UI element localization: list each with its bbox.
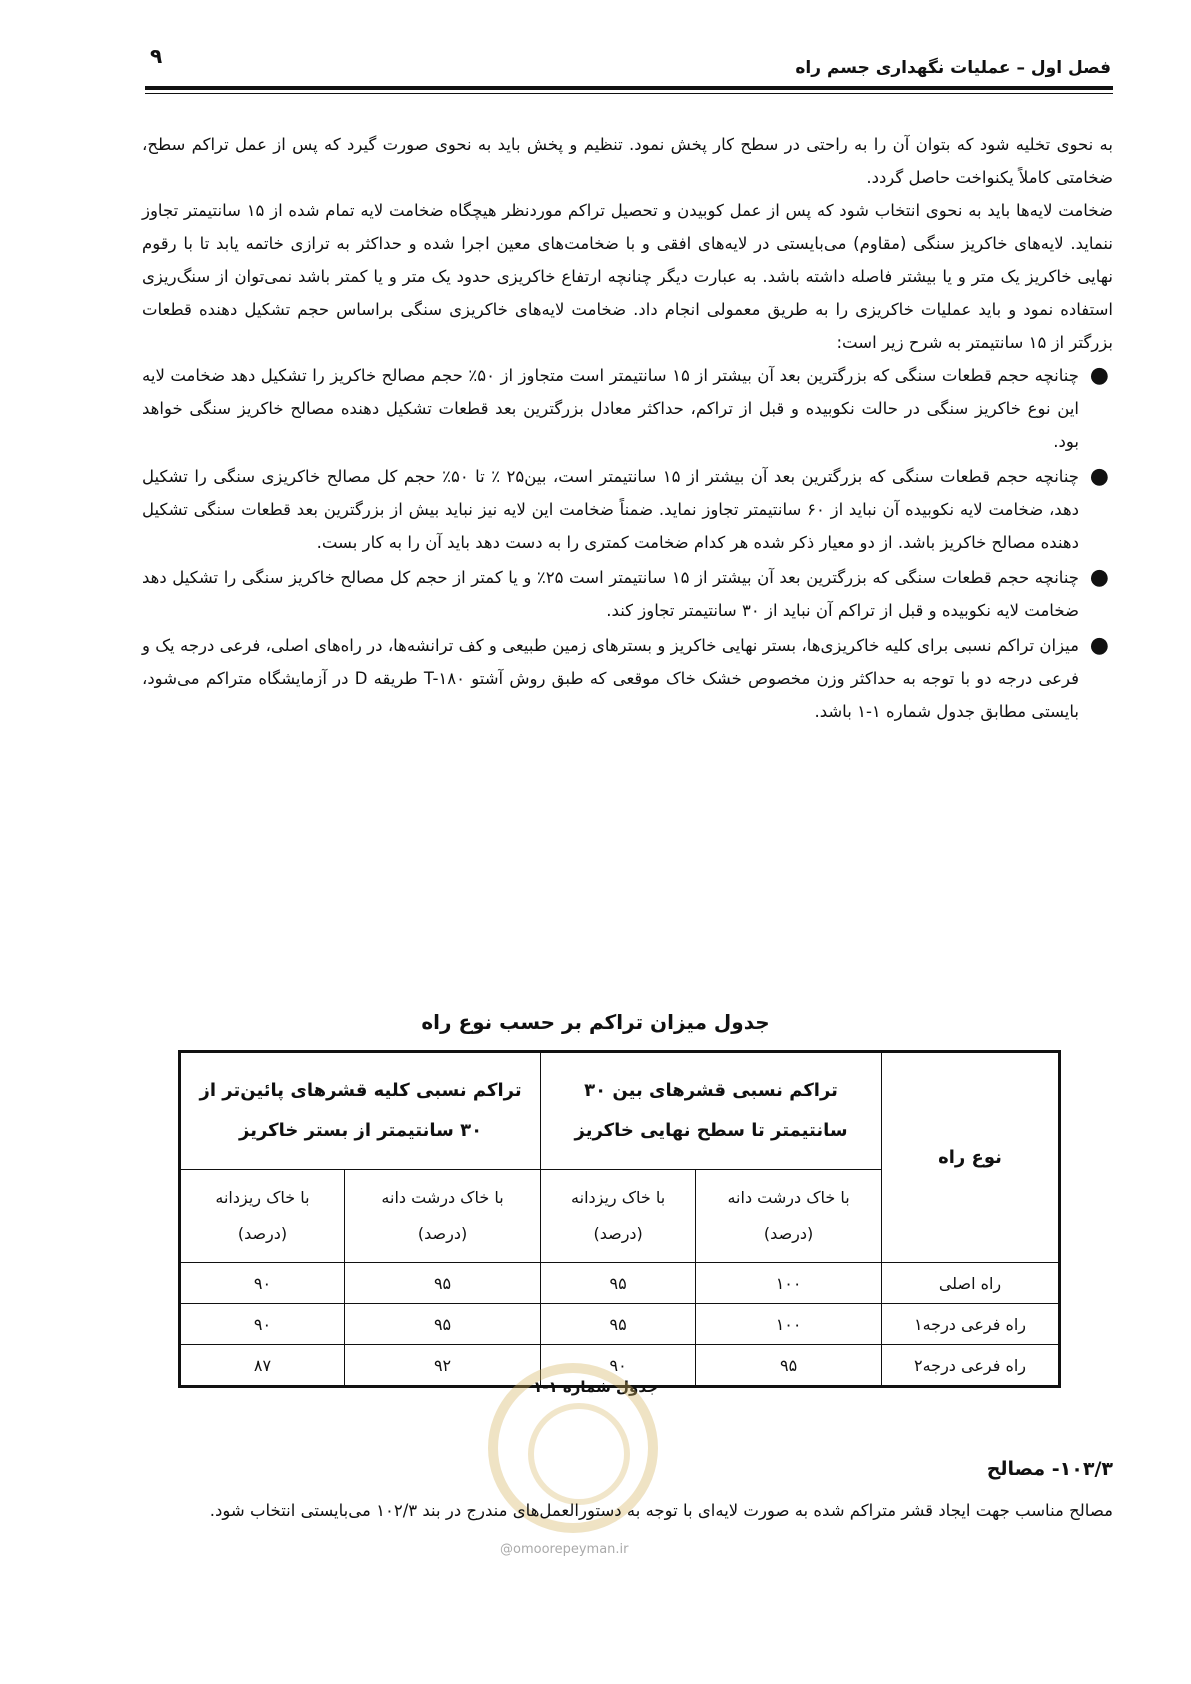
header-rule-thin: [145, 93, 1113, 94]
table-cell: ۹۵: [345, 1263, 541, 1304]
running-header-title: فصل اول – عملیات نگهداری جسم راه: [795, 58, 1111, 78]
watermark-url: @omoorepeyman.ir: [500, 1542, 629, 1557]
table-row: [180, 1263, 1060, 1304]
subheader-coarse: با خاک درشت دانه (درصد): [345, 1170, 541, 1263]
list-item-text: چنانچه حجم قطعات سنگی که بزرگترین بعد آن بیشتر از ۱۵ سانتیمتر است متجاوز از ۵۰٪ حجم مصالح خاکریز را تشکیل دهد ضخامت لایه این نوع خاکریز سنگی در حالت نکوبیده و قبل از تراکم، حداکثر معادل بزرگترین بعد قطعات تشکیل دهنده مصالح خاکریز سنگی خواهد بود.: [142, 366, 1079, 451]
list-item: [142, 460, 1113, 559]
bullet-icon: ●: [1089, 363, 1109, 388]
body-text: [142, 128, 1113, 730]
table-cell: ۱۰۰: [696, 1304, 882, 1345]
subheader-fine: با خاک ریزدانه (درصد): [541, 1170, 696, 1263]
road-name: راه فرعی درجه۱: [882, 1304, 1060, 1345]
group-header-upper: تراکم نسبی قشرهای بین ۳۰ سانتیمتر تا سطح نهایی خاکریز: [541, 1052, 882, 1170]
table-cell: ۹۰: [180, 1263, 345, 1304]
table-cell: ۸۷: [180, 1345, 345, 1387]
list-item: [142, 359, 1113, 458]
list-item: [142, 561, 1113, 627]
table-title: جدول میزان تراکم بر حسب نوع راه: [421, 1010, 770, 1034]
bullet-icon: ●: [1089, 633, 1109, 658]
bullet-icon: ●: [1089, 464, 1109, 489]
table-header-row: [180, 1052, 1060, 1170]
paragraph: ضخامت لایه‌ها باید به نحوی انتخاب شود که پس از عمل کوبیدن و تحصیل تراکم موردنظر هیچگاه ضخامت لایه تمام شده از ۱۵ سانتیمتر تجاوز ننماید. لایه‌های خاکریز سنگی (مقاوم) می‌بایستی در لایه‌های افقی و با ضخامت‌های معین اجرا شده و حداکثر به ترازی خاتمه یابد تا با رقوم نهایی خاکریز یک متر و یا بیشتر فاصله داشته باشد. به عبارت دیگر چنانچه ارتفاع خاکریزی حدود یک متر و یا کمتر باشد نمی‌توان از سنگ‌ریزی استفاده نمود و باید عملیات خاکریزی را به طریق معمولی انجام داد. ضخامت لایه‌های خاکریزی سنگی براساس حجم تشکیل دهنده قطعات بزرگتر از ۱۵ سانتیمتر به شرح زیر است:: [142, 201, 1113, 352]
table-cell: ۹۵: [541, 1304, 696, 1345]
table-row: [180, 1304, 1060, 1345]
page-number: ۹: [150, 44, 163, 68]
table-cell: ۱۰۰: [696, 1263, 882, 1304]
group-header-lower: تراکم نسبی کلیه قشرهای پائین‌تر از ۳۰ سانتیمتر از بستر خاکریز: [180, 1052, 541, 1170]
road-name: راه فرعی درجه۲: [882, 1345, 1060, 1387]
subheader-fine: با خاک ریزدانه (درصد): [180, 1170, 345, 1263]
subheader-coarse: با خاک درشت دانه (درصد): [696, 1170, 882, 1263]
road-type-header: نوع راه: [882, 1052, 1060, 1263]
table-cell: ۹۵: [696, 1345, 882, 1387]
paragraph: به نحوی تخلیه شود که بتوان آن را به راحتی در سطح کار پخش نمود. تنظیم و پخش باید به نحوی صورت گیرد که پس از عمل تراکم سطح، ضخامتی کاملاً یکنواخت حاصل گردد.: [142, 135, 1113, 187]
table-cell: ۹۵: [541, 1263, 696, 1304]
list-item-text: چنانچه حجم قطعات سنگی که بزرگترین بعد آن بیشتر از ۱۵ سانتیمتر است، بین۲۵ ٪ تا ۵۰٪ حجم کل مصالح خاکریزی سنگی را تشکیل دهد، ضخامت لایه نکوبیده آن نباید از ۶۰ سانتیمتر تجاوز نماید. ضمناً ضخامت این لایه نیز نباید بیش از بزرگترین بعد قطعات سنگی تشکیل دهنده مصالح خاکریز باشد. از دو معیار ذکر شده هر کدام ضخامت کمتری را به دست دهد باید آن را به کار بست.: [142, 467, 1080, 552]
table-cell: ۹۰: [180, 1304, 345, 1345]
section-text: مصالح مناسب جهت ایجاد قشر متراکم شده به صورت لایه‌ای با توجه به دستورالعمل‌های مندرج در بند ۱۰۲/۳ می‌بایستی انتخاب شود.: [209, 1501, 1113, 1520]
table-cell: ۹۲: [345, 1345, 541, 1387]
table-cell: ۹۵: [345, 1304, 541, 1345]
list-item-text: میزان تراکم نسبی برای کلیه خاکریزی‌ها، بستر نهایی خاکریز و بسترهای زمین طبیعی و کف ترانشه‌ها، در راه‌های اصلی، فرعی درجه یک و فرعی درجه دو با توجه به حداکثر وزن مخصوص خشک خاک موقعی که طبق روش آشتو T-۱۸۰ طریقه D در آزمایشگاه متراکم می‌شود، بایستی مطابق جدول شماره ۱-۱ باشد.: [142, 636, 1079, 721]
bullet-list: [142, 359, 1113, 728]
section-heading: ۱۰۳/۳- مصالح: [986, 1458, 1113, 1480]
road-name: راه اصلی: [882, 1263, 1060, 1304]
list-item-text: چنانچه حجم قطعات سنگی که بزرگترین بعد آن بیشتر از ۱۵ سانتیمتر است ۲۵٪ و یا کمتر از حجم کل مصالح خاکریز سنگی را تشکیل دهد ضخامت لایه نکوبیده و قبل از تراکم آن نباید از ۳۰ سانتیمتر تجاوز کند.: [142, 568, 1079, 620]
compaction-table: [178, 1050, 1061, 1388]
bullet-icon: ●: [1089, 565, 1109, 590]
table-cell: ۹۰: [541, 1345, 696, 1387]
table-caption: جدول شماره ۱-۱: [533, 1378, 658, 1396]
header-rule-thick: [145, 86, 1113, 90]
list-item: [142, 629, 1113, 728]
